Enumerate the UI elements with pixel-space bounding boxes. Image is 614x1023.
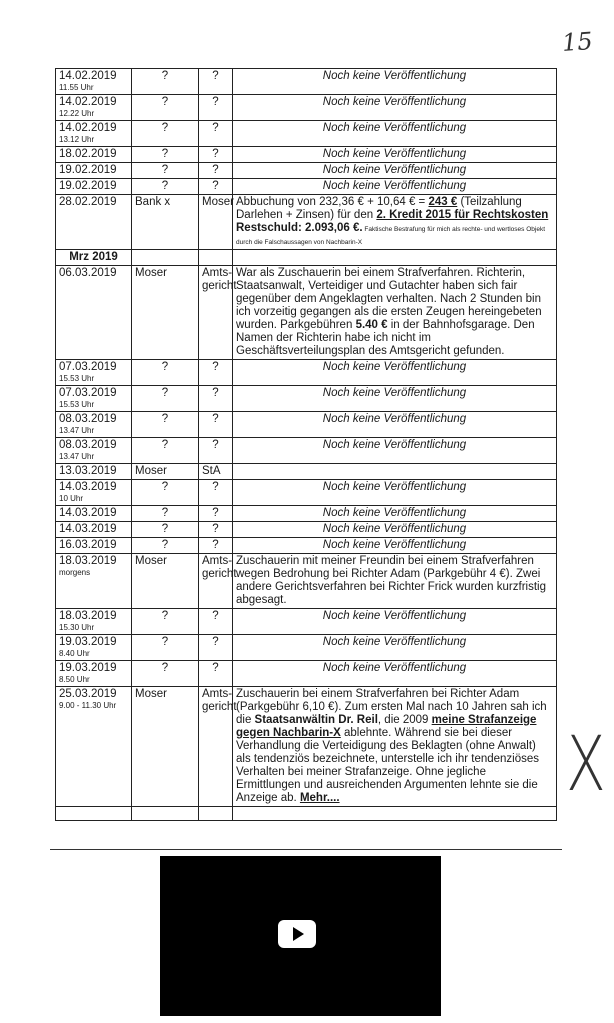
who-cell: ?: [132, 412, 199, 438]
table-row: [56, 538, 557, 554]
where-cell: ?: [199, 360, 233, 386]
table-row: [56, 522, 557, 538]
date-cell: [56, 147, 132, 163]
table-row: [56, 195, 557, 250]
text-part: (Teilzahlung Darlehen + Zinsen) für den: [236, 196, 522, 221]
time-text: 15.53 Uhr: [59, 400, 95, 409]
where-cell: ?: [199, 179, 233, 195]
where-cell: Moser: [199, 195, 233, 250]
where-cell: ?: [199, 412, 233, 438]
date-text: 14.03.2019: [59, 507, 117, 519]
where-cell: Amts-gericht: [199, 554, 233, 609]
who-cell: ?: [132, 163, 199, 179]
where-cell: StA: [199, 464, 233, 480]
rows-feb: [56, 69, 557, 195]
date-text: 19.03.2019: [59, 662, 117, 674]
table-row: [56, 635, 557, 661]
chronology-table: [55, 68, 557, 821]
description-cell: Noch keine Veröffentlichung: [233, 480, 557, 506]
description-cell: [233, 464, 557, 480]
date-text: 19.03.2019: [59, 636, 117, 648]
who-cell: ?: [132, 506, 199, 522]
date-cell: [56, 506, 132, 522]
where-cell: ?: [199, 538, 233, 554]
text-part: in der Bahnhofsgarage. Den Namen der Richterin habe ich nicht im Geschäftsverteilungsplan des Amtsgericht gefunden.: [236, 319, 535, 357]
who-cell: Moser: [132, 687, 199, 807]
where-cell: ?: [199, 522, 233, 538]
description-cell: Zuschauerin mit meiner Freundin bei einem Strafverfahren wegen Bedrohung bei Richter Adam (Parkgebühr 4 €). Zwei andere Gerichtsverfahren bei Richter Frick wurden kurzfristig abgesagt.: [233, 554, 557, 609]
date-cell: [56, 360, 132, 386]
description-cell: Noch keine Veröffentlichung: [233, 69, 557, 95]
date-text: 14.02.2019: [59, 96, 117, 108]
who-cell: ?: [132, 121, 199, 147]
who-cell: Moser: [132, 554, 199, 609]
date-cell: 06.03.2019: [56, 266, 132, 360]
where-cell: ?: [199, 163, 233, 179]
date-text: 18.02.2019: [59, 148, 117, 160]
date-text: 18.03.2019: [59, 555, 117, 567]
who-cell: Moser: [132, 464, 199, 480]
separator-line: [50, 849, 562, 850]
rows-mar-a: [56, 360, 557, 554]
date-text: 18.03.2019: [59, 610, 117, 622]
table-row: [56, 661, 557, 687]
date-text: 08.03.2019: [59, 439, 117, 451]
more-link[interactable]: Mehr....: [299, 792, 340, 804]
date-cell: [56, 412, 132, 438]
description-cell: Noch keine Veröffentlichung: [233, 635, 557, 661]
who-cell: ?: [132, 386, 199, 412]
table-row: [56, 179, 557, 195]
table-row: [56, 266, 557, 360]
date-cell: [56, 609, 132, 635]
table-row: [56, 506, 557, 522]
time-text: 13.47 Uhr: [59, 426, 95, 435]
description-cell: [233, 687, 557, 807]
date-text: 25.03.2019: [59, 688, 117, 700]
time-text: 13.47 Uhr: [59, 452, 95, 461]
description-cell: Noch keine Veröffentlichung: [233, 609, 557, 635]
date-text: 14.02.2019: [59, 122, 117, 134]
row-kredit-group: [56, 195, 557, 360]
where-cell: ?: [199, 69, 233, 95]
date-cell: [56, 554, 132, 609]
date-text: 08.03.2019: [59, 413, 117, 425]
date-text: 19.02.2019: [59, 180, 117, 192]
where-cell: Amts-gericht: [199, 266, 233, 360]
row-1803-group: [56, 554, 557, 609]
who-cell: Moser: [132, 266, 199, 360]
date-text: 14.02.2019: [59, 70, 117, 82]
empty-row: [56, 807, 557, 821]
where-cell: ?: [199, 609, 233, 635]
where-cell: ?: [199, 506, 233, 522]
who-cell: ?: [132, 661, 199, 687]
table-row: [56, 687, 557, 807]
text-part: War als Zuschauerin bei einem Strafverfahren. Richterin, Staatsanwalt, Verteidiger und Gutachter haben sich fair gegenüber dem Angeklagten verhalten. Nach 2 Stunden bin ich vorzeitig gegangen als die ersten Zeugen hereingebeten wurden. Parkgebühren: [236, 267, 542, 331]
date-cell: [56, 121, 132, 147]
time-text: 10 Uhr: [59, 494, 84, 503]
amount-link[interactable]: 243 €: [428, 196, 458, 208]
date-cell: [56, 438, 132, 464]
page-number: 15: [561, 26, 594, 58]
where-cell: ?: [199, 635, 233, 661]
who-cell: ?: [132, 438, 199, 464]
text-part: Abbuchung von 232,36 € + 10,64 € =: [236, 196, 429, 208]
description-cell: Noch keine Veröffentlichung: [233, 522, 557, 538]
text-part: Zuschauerin bei einem Strafverfahren bei Richter Adam (Parkgebühr 6,10 €). Zum ersten Mal nach 10 Jahren sah ich die: [236, 688, 547, 726]
prosecutor-name: Staatsanwältin Dr. Reil: [254, 714, 378, 726]
where-cell: ?: [199, 95, 233, 121]
description-cell: Noch keine Veröffentlichung: [233, 95, 557, 121]
table-row: [56, 412, 557, 438]
fee-text: 5.40 €: [355, 319, 388, 331]
date-text: 16.03.2019: [59, 539, 117, 551]
date-cell: [56, 480, 132, 506]
time-text: 15.53 Uhr: [59, 374, 95, 383]
month-header-row: [56, 250, 557, 266]
date-text: 19.02.2019: [59, 164, 117, 176]
description-cell: Noch keine Veröffentlichung: [233, 360, 557, 386]
table-row: [56, 438, 557, 464]
who-cell: ?: [132, 179, 199, 195]
who-cell: ?: [132, 480, 199, 506]
strafanzeige-link[interactable]: meine Strafanzeige gegen Nachbarin-X: [236, 714, 537, 739]
date-cell: [56, 522, 132, 538]
table-row: [56, 95, 557, 121]
who-cell: ?: [132, 360, 199, 386]
date-text: 07.03.2019: [59, 387, 117, 399]
table-row: [56, 554, 557, 609]
table-row: [56, 464, 557, 480]
date-cell: [56, 687, 132, 807]
date-cell: [56, 464, 132, 480]
play-icon[interactable]: [278, 920, 316, 948]
date-cell: [56, 661, 132, 687]
description-cell: Noch keine Veröffentlichung: [233, 661, 557, 687]
rest-label: Restschuld: 2.093,06 €.: [236, 222, 363, 234]
text-part: , die 2009: [377, 714, 432, 726]
description-cell: Noch keine Veröffentlichung: [233, 147, 557, 163]
who-cell: ?: [132, 635, 199, 661]
description-cell: Noch keine Veröffentlichung: [233, 412, 557, 438]
table-row: [56, 609, 557, 635]
where-cell: ?: [199, 147, 233, 163]
date-cell: [56, 635, 132, 661]
video-embed[interactable]: [160, 856, 441, 1016]
table-row: [56, 480, 557, 506]
time-text: 12.22 Uhr: [59, 109, 95, 118]
date-cell: [56, 69, 132, 95]
table-row: [56, 360, 557, 386]
description-cell: Noch keine Veröffentlichung: [233, 506, 557, 522]
time-text: 8.40 Uhr: [59, 649, 90, 658]
table-row: [56, 147, 557, 163]
date-cell: 28.02.2019: [56, 195, 132, 250]
table-row: [56, 69, 557, 95]
description-cell: Noch keine Veröffentlichung: [233, 179, 557, 195]
description-cell: [233, 195, 557, 250]
rest-note: Faktische Bestrafung für mich als rechte- und wertloses Objekt durch die Falschaussagen von Nachbarin-X: [236, 226, 546, 246]
description-cell: Noch keine Veröffentlichung: [233, 121, 557, 147]
date-text: 14.03.2019: [59, 523, 117, 535]
who-cell: ?: [132, 69, 199, 95]
who-cell: Bank x: [132, 195, 199, 250]
date-cell: [56, 538, 132, 554]
time-text: 13.12 Uhr: [59, 135, 95, 144]
description-cell: [233, 266, 557, 360]
who-cell: ?: [132, 147, 199, 163]
who-cell: ?: [132, 522, 199, 538]
date-cell: [56, 386, 132, 412]
where-cell: ?: [199, 480, 233, 506]
row-2503-group: [56, 687, 557, 821]
where-cell: ?: [199, 121, 233, 147]
date-cell: [56, 95, 132, 121]
description-cell: Noch keine Veröffentlichung: [233, 538, 557, 554]
who-cell: ?: [132, 609, 199, 635]
description-cell: Noch keine Veröffentlichung: [233, 386, 557, 412]
time-text: 15.30 Uhr: [59, 623, 95, 632]
month-label: Mrz 2019: [56, 250, 132, 266]
where-cell: ?: [199, 438, 233, 464]
time-text: 11.55 Uhr: [59, 83, 94, 92]
kredit-link[interactable]: 2. Kredit 2015 für Rechtskosten: [376, 209, 549, 221]
date-text: 13.03.2019: [59, 465, 117, 477]
table-row: [56, 163, 557, 179]
handwritten-x-mark: X: [566, 719, 606, 809]
where-cell: ?: [199, 661, 233, 687]
who-cell: ?: [132, 95, 199, 121]
table-row: [56, 121, 557, 147]
who-cell: ?: [132, 538, 199, 554]
description-cell: Noch keine Veröffentlichung: [233, 438, 557, 464]
date-cell: [56, 179, 132, 195]
date-cell: [56, 163, 132, 179]
where-cell: Amts-gericht: [199, 687, 233, 807]
time-text: morgens: [59, 568, 91, 577]
date-text: 14.03.2019: [59, 481, 117, 493]
time-text: 8.50 Uhr: [59, 675, 90, 684]
text-part: ablehnte. Während sie bei dieser Verhandlung die Verteidigung des Beklagten (ohne Anwalt) als tendenziös bezeichnete, unterstelle ich ihr tendenziöses Verhalten bei meiner Strafanzeige. Ohne jegliche Ermittlungen und ausreichenden Argumenten lehnte sie die Anzeige ab.: [236, 727, 540, 804]
where-cell: ?: [199, 386, 233, 412]
description-cell: Noch keine Veröffentlichung: [233, 163, 557, 179]
table-row: [56, 386, 557, 412]
time-text: 9.00 - 11.30 Uhr: [59, 701, 117, 710]
date-text: 07.03.2019: [59, 361, 117, 373]
rows-mar-b: [56, 609, 557, 687]
